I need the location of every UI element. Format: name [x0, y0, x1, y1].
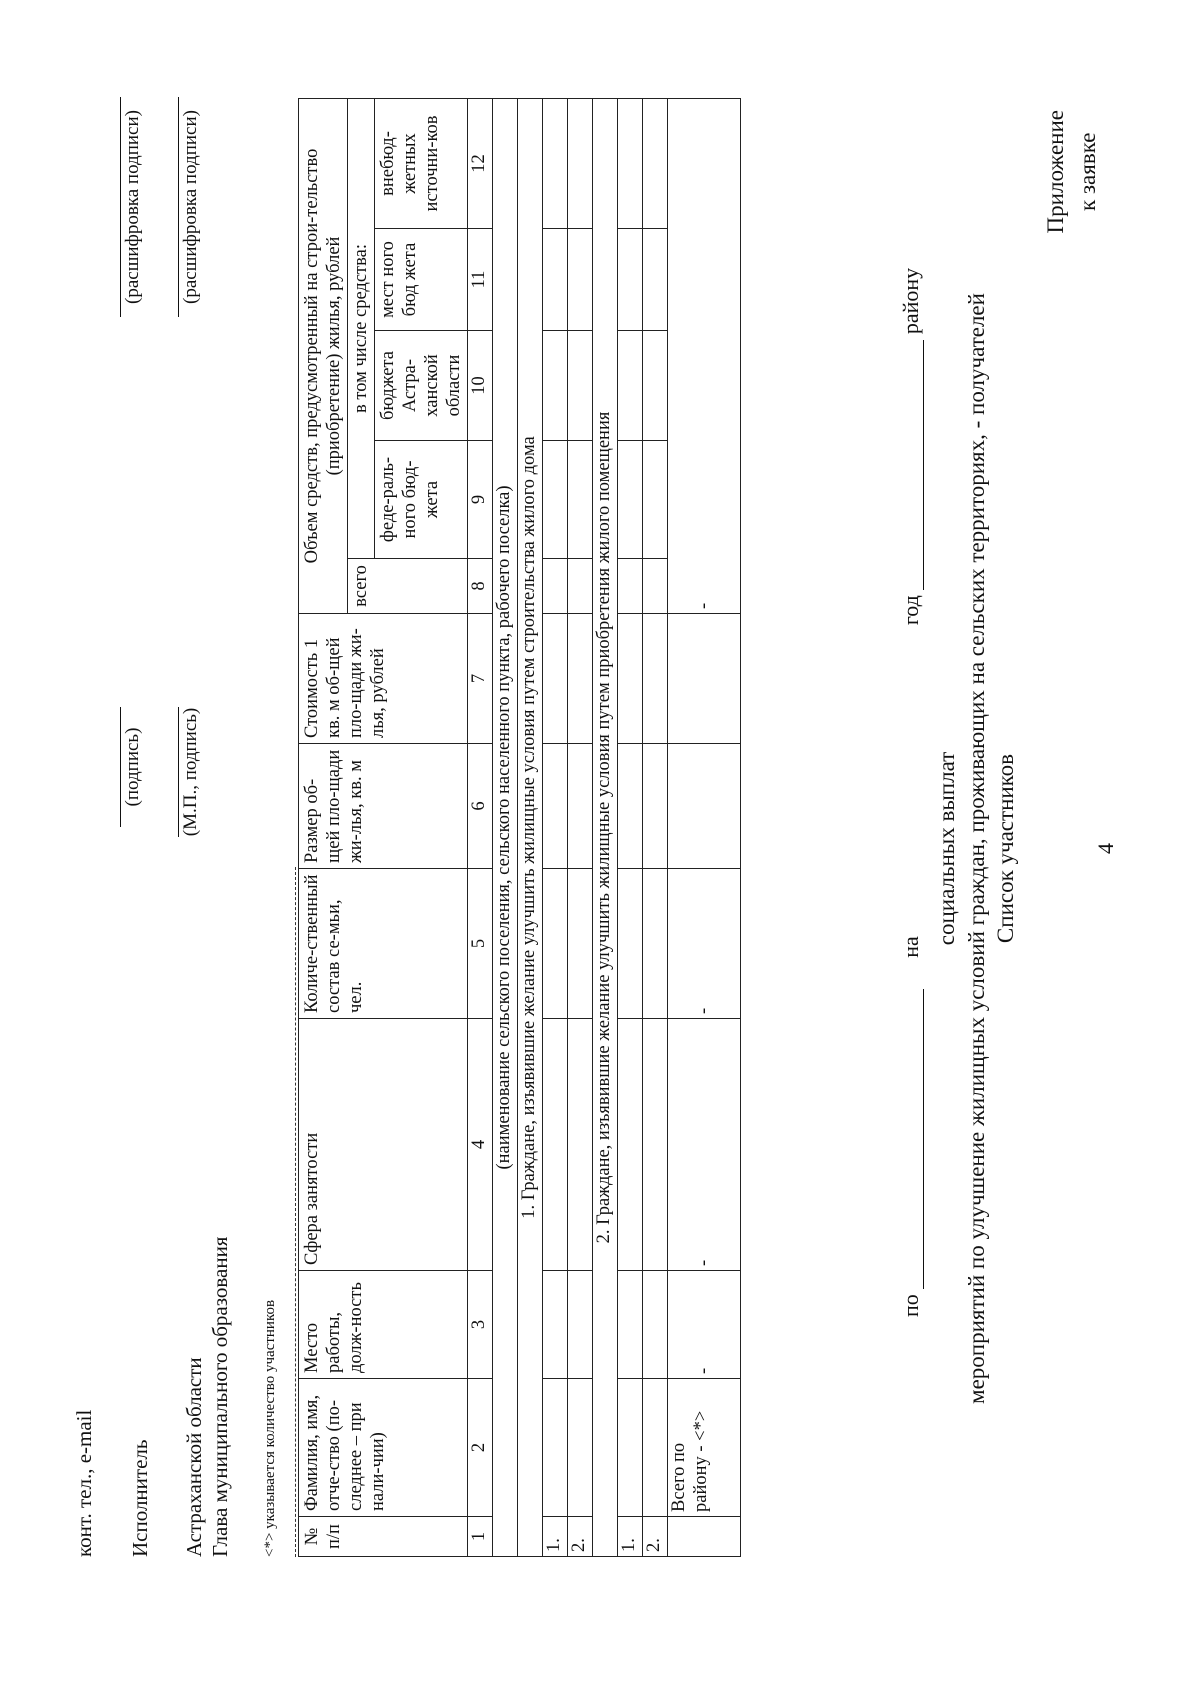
column-number: 11 [468, 229, 493, 331]
header-regional: бюджета Астра-ханской области [375, 331, 468, 441]
contact-label: конт. тел., e-mail [72, 1409, 96, 1557]
settlement-row [493, 98, 518, 1556]
total-label: Всего по району - <*> [668, 1379, 741, 1517]
column-number: 12 [468, 98, 493, 228]
sign-caption: (подпись) [122, 727, 143, 807]
header-workplace: Место работы, долж-ность [299, 1271, 468, 1379]
executor-label: Исполнитель [128, 1439, 152, 1557]
row-number: 1. [543, 1517, 568, 1557]
header-area: Размер об-щей пло-щади жи-лья, кв. м [299, 744, 468, 869]
mp-caption: (М.П., подпись) [180, 707, 201, 837]
blank-line [903, 340, 924, 590]
section2-row [593, 98, 618, 1556]
section1-row [518, 98, 543, 1556]
signature-line [178, 707, 179, 837]
title-line2: мероприятий по улучшение жилищных условий граждан, проживающих на сельских территориях, - получателей [964, 293, 989, 1404]
signature-line [120, 707, 121, 827]
period-rayonu: району [898, 267, 923, 335]
footnote-divider [295, 867, 296, 1557]
period-po: по [898, 1294, 923, 1317]
period-line [898, 217, 924, 1317]
dash-cell: - [668, 98, 741, 613]
decode-caption-1: (расшифровка подписи) [180, 110, 201, 304]
total-row [668, 98, 741, 1556]
page-number: 4 [1093, 843, 1118, 854]
table-row [568, 98, 593, 1556]
dash-cell: - [668, 1271, 741, 1379]
blank-line [903, 989, 924, 1289]
header-extrabudget: внебюд-жетных источни-ков [375, 98, 468, 228]
header-total: всего [348, 559, 468, 614]
dash-cell: - [668, 1019, 741, 1271]
header-federal: феде-раль-ного бюд-жета [375, 441, 468, 559]
row-number: 1. [618, 1517, 643, 1557]
table-row [618, 98, 643, 1556]
header-row [299, 98, 348, 1556]
column-number: 9 [468, 441, 493, 559]
signature-line [178, 97, 179, 317]
column-number: 4 [468, 1019, 493, 1271]
appendix-heading [1040, 110, 1104, 233]
period-na: на [898, 936, 923, 958]
column-number: 10 [468, 331, 493, 441]
header-funding: Объем средств, предусмотренный на строи-тельство (приобретение) жилья, рублей [299, 98, 348, 613]
row-number: 2. [568, 1517, 593, 1557]
header-num: № п/п [299, 1517, 468, 1557]
header-family: Количе-ственный состав се-мьи, чел. [299, 869, 468, 1019]
period-god: год [898, 595, 923, 626]
head-title-line2: Астраханской области [182, 1357, 206, 1557]
title-line3: социальных выплат [934, 751, 959, 946]
table-row [543, 98, 568, 1556]
header-local: мест ного бюд жета [375, 229, 468, 331]
decode-caption-2: (расшифровка подписи) [122, 110, 143, 304]
header-including: в том числе средства: [348, 98, 375, 558]
column-number: 2 [468, 1379, 493, 1517]
header-name: Фамилия, имя, отче-ство (по-следнее – при нали-чии) [299, 1379, 468, 1517]
column-number: 8 [468, 559, 493, 614]
column-number: 6 [468, 744, 493, 869]
title-line1: Список участников [993, 753, 1018, 944]
column-number: 5 [468, 869, 493, 1019]
appendix-line2: к заявке [1075, 132, 1100, 211]
head-title-line1: Глава муниципального образования [208, 1236, 232, 1557]
column-number: 3 [468, 1271, 493, 1379]
row-number: 2. [643, 1517, 668, 1557]
table-row [643, 98, 668, 1556]
appendix-line1: Приложение [1043, 110, 1068, 234]
signature-line [120, 97, 121, 317]
header-employment: Сфера занятости [299, 1019, 468, 1271]
section2-title: 2. Граждане, изъявившие желание улучшить жилищные условия путем приобретения жилого помещения [593, 98, 618, 1556]
column-number: 7 [468, 614, 493, 744]
header-cost: Стоимость 1 кв. м об-щей пло-щади жи-лья, рублей [299, 614, 468, 744]
settlement-name: (наименование сельского поселения, сельского населенного пункта, рабочего поселка) [493, 98, 518, 1556]
participants-table [298, 98, 741, 1557]
column-number: 1 [468, 1517, 493, 1557]
footnote: <*> указывается количество участников [262, 1299, 278, 1557]
section1-title: 1. Граждане, изъявившие желание улучшить жилищные условия путем строительства жилого дома [518, 98, 543, 1556]
column-numbers-row [468, 98, 493, 1556]
dash-cell: - [668, 869, 741, 1019]
